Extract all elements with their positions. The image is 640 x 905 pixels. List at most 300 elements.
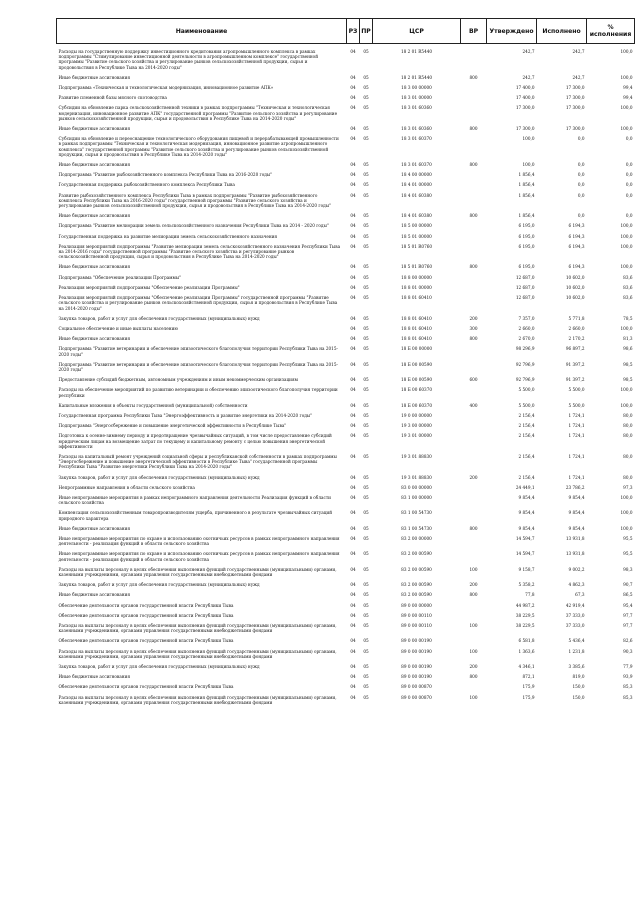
csr-cell: 18 4 01 00000 [401, 182, 432, 188]
executed-cell: 0,0 [577, 213, 585, 219]
pct-cell: 99,4 [623, 95, 633, 101]
csr-cell: 19 3 01 88830 [401, 453, 432, 459]
pr-cell: 05 [363, 49, 369, 54]
approved-cell: 242,7 [522, 74, 535, 80]
executed-cell: 1 724,1 [568, 423, 585, 429]
pr-cell: 05 [363, 402, 369, 408]
rz-cell: 04 [350, 336, 356, 342]
csr-cell: 18 Б 00 60370 [400, 402, 433, 408]
rz-cell: 04 [350, 243, 356, 249]
vr-cell: 800 [469, 264, 478, 270]
name-cell: Подпрограмма "Развитие мелиорации земель сельскохозяйственного назначения Республики Тыва на 2014 - 2020 годы" [58, 223, 329, 229]
approved-cell: 100,0 [522, 136, 535, 142]
executed-cell: 4 862,3 [568, 582, 585, 588]
name-cell: Развитие племенной базы мясного скотоводства [58, 95, 167, 101]
pr-cell: 05 [363, 126, 369, 132]
table-row [57, 505, 635, 520]
vr-cell: 100 [469, 566, 478, 572]
approved-cell: 9 854,4 [518, 510, 535, 516]
pr-cell: 05 [363, 535, 369, 541]
executed-cell: 37 333,0 [565, 612, 585, 618]
csr-cell: 83 1 00 00000 [401, 494, 432, 500]
table-row [57, 679, 635, 689]
col-pr-header: ПР [360, 19, 373, 44]
csr-cell: 18 3 01 60370 [401, 136, 432, 142]
vr-cell: 100 [469, 648, 478, 654]
pr-cell: 05 [363, 192, 369, 198]
name-cell: Иные бюджетные ассигнования [58, 264, 130, 270]
pr-cell: 05 [363, 674, 369, 680]
rz-cell: 04 [350, 213, 356, 219]
vr-cell [461, 679, 487, 689]
approved-cell: 1 856,4 [518, 172, 535, 178]
table-row [57, 80, 635, 90]
name-cell: Предоставление субсидий бюджетным, автономным учреждениям и иным некоммерческим организациям [58, 377, 298, 383]
name-cell: Подпрограмма "Развитие рыбохозяйственного комплекса Республики Тыва на 2016-2020 годы" [58, 172, 273, 178]
name-cell: Государственная программа Республики Тыва "Энергоэффективность и развитие энергетики на 2014-2020 годы" [58, 412, 313, 418]
table-row [57, 618, 635, 633]
table-row [57, 259, 635, 269]
name-cell: Подпрограмма "Развитие ветеринарии и обеспечение эпизоотического благополучия территории Республики Тыва на 2015-2020 годы" [58, 346, 338, 357]
pr-cell: 05 [363, 243, 369, 249]
rz-cell: 04 [350, 412, 356, 418]
table-row [57, 608, 635, 618]
approved-cell: 5 500,0 [518, 387, 535, 393]
col-approved-header: Утверждено [487, 19, 537, 44]
approved-cell: 7 357,0 [518, 315, 535, 321]
rz-cell: 04 [350, 638, 356, 644]
pr-cell: 05 [363, 623, 369, 629]
rz-cell: 04 [350, 85, 356, 91]
approved-cell: 2 156,4 [518, 474, 535, 480]
executed-cell: 150,0 [572, 694, 585, 700]
name-cell: Иные бюджетные ассигнования [58, 525, 130, 531]
approved-cell: 24 449,1 [515, 484, 535, 490]
csr-cell: 83 2 00 00590 [401, 592, 432, 598]
approved-cell: 92 796,9 [515, 377, 535, 383]
pr-cell: 05 [363, 274, 369, 280]
csr-cell: 18 Б 00 60370 [400, 387, 433, 393]
executed-cell: 17 300,0 [565, 126, 585, 132]
csr-cell: 18 2 01 R5440 [400, 74, 433, 80]
approved-cell: 9 854,4 [518, 494, 535, 500]
pr-cell: 05 [363, 74, 369, 80]
table-body [57, 44, 635, 706]
approved-cell: 872,1 [522, 674, 535, 680]
rz-cell: 04 [350, 592, 356, 598]
approved-cell: 175,9 [522, 684, 535, 690]
approved-cell: 242,7 [522, 49, 535, 54]
vr-cell: 800 [469, 674, 478, 680]
name-cell: Подпрограмма "Энергосбережение и повышение энергетической эффективности в Республике Тыва" [58, 423, 287, 429]
table-row [57, 229, 635, 239]
executed-cell: 242,7 [572, 74, 585, 80]
csr-cell: 89 0 00 00870 [401, 684, 432, 690]
executed-cell: 5 500,0 [568, 387, 585, 393]
table-row [57, 598, 635, 608]
vr-cell: 800 [469, 74, 478, 80]
executed-cell: 3 385,6 [568, 664, 585, 670]
rz-cell: 04 [350, 453, 356, 459]
executed-cell: 0,0 [577, 136, 585, 142]
table-row [57, 341, 635, 356]
vr-cell [461, 531, 487, 546]
pct-cell: 90,3 [623, 648, 633, 654]
vr-cell [461, 505, 487, 520]
name-cell: Расходы на государственную поддержку инвестиционного кредитования агропромышленного комплекса в рамках подпрограммы "Стимулирование инвестиционной деятельности в агропромышленном комплексе" государственной программы "Развитие сельского хозяйства и регулирование рынков сельскохозяйственной продукции, сырья и продовольствия в Республике Тыва на 2014-2020 годы" [58, 49, 318, 70]
rz-cell: 04 [350, 535, 356, 541]
pct-cell: 81,3 [623, 336, 633, 342]
csr-cell: 18 4 01 60380 [401, 192, 432, 198]
pct-cell: 100,0 [620, 105, 633, 111]
table-row [57, 188, 635, 209]
executed-cell: 819,0 [572, 674, 585, 680]
col-vr-header: ВР [461, 19, 487, 44]
rz-cell: 04 [350, 315, 356, 321]
pct-cell: 86,5 [623, 592, 633, 598]
col-pct-symbol: % [607, 24, 614, 31]
executed-cell: 17 300,0 [565, 85, 585, 91]
name-cell: Расходы на выплаты персоналу в целях обеспечения выполнения функций государственными (муниципальными) органами, казенными учреждениями, органами управления государственными внебюджетными фондами [58, 566, 337, 577]
rz-cell: 04 [350, 674, 356, 680]
csr-cell: 83 2 00 00590 [401, 551, 432, 557]
approved-cell: 1 363,6 [518, 648, 535, 654]
vr-cell: 800 [469, 336, 478, 342]
rz-cell: 04 [350, 612, 356, 618]
approved-cell: 44 987,2 [515, 602, 535, 608]
pct-cell: 95,4 [623, 602, 633, 608]
vr-cell: 100 [469, 694, 478, 700]
approved-cell: 2 660,0 [518, 325, 535, 331]
name-cell: Закупка товаров, работ и услуг для обеспечения государственных (муниципальных) нужд [58, 315, 260, 321]
approved-cell: 1 856,4 [518, 182, 535, 188]
pct-cell: 85,3 [623, 694, 633, 700]
vr-cell [461, 229, 487, 239]
approved-cell: 12 687,0 [515, 295, 535, 301]
table-row [57, 577, 635, 587]
vr-cell: 100 [469, 623, 478, 629]
table-row [57, 372, 635, 382]
table-row [57, 157, 635, 167]
pr-cell: 05 [363, 510, 369, 516]
vr-cell: 200 [469, 582, 478, 588]
approved-cell: 9 158,7 [518, 566, 535, 572]
vr-cell: 800 [469, 126, 478, 132]
csr-cell: 18 3 01 00000 [401, 95, 432, 101]
executed-cell: 1 724,1 [568, 433, 585, 439]
approved-cell: 38 229,5 [515, 623, 535, 629]
budget-table [56, 18, 635, 705]
pct-cell: 93,9 [623, 674, 633, 680]
csr-cell: 19 3 00 00000 [401, 423, 432, 429]
name-cell: Иные бюджетные ассигнования [58, 592, 130, 598]
executed-cell: 2 170,2 [568, 336, 585, 342]
executed-cell: 10 602,0 [565, 295, 585, 301]
pr-cell: 05 [363, 295, 369, 301]
approved-cell: 17 400,0 [515, 85, 535, 91]
executed-cell: 9 002,2 [568, 566, 585, 572]
pr-cell: 05 [363, 377, 369, 383]
executed-cell: 5 436,4 [568, 638, 585, 644]
csr-cell: 18 3 01 60360 [401, 105, 432, 111]
pr-cell: 05 [363, 387, 369, 393]
name-cell: Иные непрограммные мероприятия по охране и использованию охотничьих ресурсов в рамках непрограммного направления деятельности - реализация функций в области сельского хозяйства [58, 535, 340, 547]
approved-cell: 6 195,0 [518, 264, 535, 270]
vr-cell: 400 [469, 402, 478, 408]
approved-cell: 17 300,0 [515, 126, 535, 132]
approved-cell: 175,9 [522, 694, 535, 700]
table-row [57, 428, 635, 449]
approved-cell: 2 156,4 [518, 453, 535, 459]
pct-cell: 0,0 [625, 136, 633, 142]
approved-cell: 2 156,4 [518, 433, 535, 439]
rz-cell: 04 [350, 582, 356, 588]
pct-cell: 0,0 [625, 172, 633, 178]
name-cell: Расходы на обеспечение мероприятий по развитию ветеринарии и обеспечению эпизоотического благополучия территории республики [58, 387, 338, 398]
name-cell: Закупка товаров, работ и услуг для обеспечения государственных (муниципальных) нужд [58, 582, 260, 588]
approved-cell: 92 796,9 [515, 361, 535, 367]
executed-cell: 10 602,0 [565, 284, 585, 290]
table-row [57, 131, 635, 157]
csr-cell: 18 8 01 60410 [401, 315, 432, 321]
pct-cell: 98,5 [623, 377, 633, 383]
col-rz-header: РЗ [347, 19, 360, 44]
executed-cell: 6 194,3 [568, 264, 585, 270]
name-cell: Обеспечение деятельности органов государственной власти Республики Тыва [58, 638, 234, 644]
executed-cell: 2 660,0 [568, 325, 585, 331]
csr-cell: 19 3 01 88830 [401, 474, 432, 480]
vr-cell [461, 490, 487, 505]
approved-cell: 12 687,0 [515, 274, 535, 280]
name-cell: Закупка товаров, работ и услуг для обеспечения государственных (муниципальных) нужд [58, 474, 260, 480]
pct-cell: 98,3 [623, 566, 633, 572]
rz-cell: 04 [350, 95, 356, 101]
csr-cell: 18 8 00 00000 [401, 274, 432, 280]
approved-cell: 77,8 [525, 592, 535, 598]
approved-cell: 1 856,4 [518, 192, 535, 198]
csr-cell: 18 5 01 00000 [401, 233, 432, 239]
rz-cell: 04 [350, 126, 356, 132]
rz-cell: 04 [350, 105, 356, 111]
csr-cell: 89 0 00 00110 [401, 612, 432, 618]
table-row [57, 690, 635, 705]
pct-cell: 78,5 [623, 315, 633, 321]
rz-cell: 04 [350, 49, 356, 54]
pr-cell: 05 [363, 433, 369, 439]
table-row [57, 382, 635, 397]
vr-cell [461, 90, 487, 100]
rz-cell: 04 [350, 74, 356, 80]
pr-cell: 05 [363, 684, 369, 690]
pct-cell: 82,6 [623, 638, 633, 644]
csr-cell: 18 3 00 00000 [401, 85, 432, 91]
pct-cell: 0,0 [625, 192, 633, 198]
rz-cell: 04 [350, 274, 356, 280]
pct-cell: 95,5 [623, 535, 633, 541]
pr-cell: 05 [363, 638, 369, 644]
rz-cell: 04 [350, 295, 356, 301]
rz-cell: 04 [350, 346, 356, 352]
csr-cell: 83 2 00 00000 [401, 535, 432, 541]
executed-cell: 242,7 [572, 49, 585, 54]
rz-cell: 04 [350, 566, 356, 572]
executed-cell: 23 786,2 [565, 484, 585, 490]
approved-cell: 38 229,5 [515, 612, 535, 618]
name-cell: Иные бюджетные ассигнования [58, 74, 130, 80]
name-cell: Иные непрограммные мероприятия по охране и использованию охотничьих ресурсов в рамках непрограммного направления деятельности - реализация функций в области сельского хозяйства [58, 551, 340, 562]
pct-cell: 80,0 [623, 453, 633, 459]
pr-cell: 05 [363, 484, 369, 490]
approved-cell: 6 195,0 [518, 233, 535, 239]
csr-cell: 18 4 00 00000 [401, 172, 432, 178]
pr-cell: 05 [363, 453, 369, 459]
table-row [57, 218, 635, 228]
rz-cell: 04 [350, 423, 356, 429]
vr-cell [461, 290, 487, 311]
executed-cell: 1 724,1 [568, 474, 585, 480]
table-row [57, 270, 635, 280]
approved-cell: 6 195,0 [518, 243, 535, 249]
csr-cell: 18 8 01 00000 [401, 284, 432, 290]
table-row [57, 70, 635, 80]
executed-cell: 150,0 [572, 684, 585, 690]
table-row [57, 290, 635, 311]
csr-cell: 18 4 01 60380 [401, 213, 432, 219]
approved-cell: 5 500,0 [518, 402, 535, 408]
rz-cell: 04 [350, 325, 356, 331]
rz-cell: 04 [350, 284, 356, 290]
executed-cell: 5 500,0 [568, 402, 585, 408]
rz-cell: 04 [350, 162, 356, 168]
pct-cell: 100,0 [620, 243, 633, 249]
pct-cell: 97,3 [623, 484, 633, 490]
executed-cell: 0,0 [577, 162, 585, 168]
table-row [57, 546, 635, 561]
name-cell: Расходы на выплаты персоналу в целях обеспечения выполнения функций государственными (муниципальными) органами, казенными учреждениями, органами управления государственными внебюджетными фондами [58, 648, 337, 659]
name-cell: Иные бюджетные ассигнования [58, 336, 130, 342]
vr-cell [461, 177, 487, 187]
approved-cell: 14 594,7 [515, 551, 535, 557]
pr-cell: 05 [363, 551, 369, 557]
rz-cell: 04 [350, 510, 356, 516]
rz-cell: 04 [350, 182, 356, 188]
name-cell: Иные бюджетные ассигнования [58, 126, 130, 132]
pct-cell: 100,0 [620, 387, 633, 393]
table-row [57, 398, 635, 408]
rz-cell: 04 [350, 623, 356, 629]
executed-cell: 17 300,0 [565, 105, 585, 111]
executed-cell: 1 231,8 [568, 648, 585, 654]
pr-cell: 05 [363, 346, 369, 352]
rz-cell: 04 [350, 694, 356, 700]
approved-cell: 17 400,0 [515, 95, 535, 101]
csr-cell: 89 0 00 00190 [401, 674, 432, 680]
rz-cell: 04 [350, 474, 356, 480]
pr-cell: 05 [363, 162, 369, 168]
pct-cell: 97,7 [623, 612, 633, 618]
name-cell: Подпрограмма «Техническая и технологическая модернизация, инновационное развитие АПК» [58, 85, 274, 91]
pr-cell: 05 [363, 182, 369, 188]
pr-cell: 05 [363, 284, 369, 290]
vr-cell [461, 546, 487, 561]
rz-cell: 04 [350, 192, 356, 198]
pct-cell: 100,0 [620, 233, 633, 239]
approved-cell: 2 670,0 [518, 336, 535, 342]
csr-cell: 18 2 01 R5440 [400, 49, 433, 54]
pct-cell: 100,0 [620, 510, 633, 516]
rz-cell: 04 [350, 484, 356, 490]
rz-cell: 04 [350, 387, 356, 393]
pct-cell: 80,0 [623, 433, 633, 439]
csr-cell: 18 5 01 R0760 [400, 243, 433, 249]
pr-cell: 05 [363, 172, 369, 178]
pct-cell: 85,3 [623, 684, 633, 690]
pct-cell: 0,0 [625, 213, 633, 219]
pct-cell: 100,0 [620, 49, 633, 54]
pr-cell: 05 [363, 525, 369, 531]
executed-cell: 0,0 [577, 182, 585, 188]
name-cell: Социальное обеспечение и иные выплаты населению [58, 325, 178, 331]
name-cell: Капитальные вложения в объекты государственной (муниципальной) собственности [58, 402, 248, 408]
executed-cell: 1 724,1 [568, 412, 585, 418]
table-row [57, 669, 635, 679]
csr-cell: 83 1 00 54730 [401, 525, 432, 531]
table-row [57, 659, 635, 669]
table-row [57, 321, 635, 331]
vr-cell [461, 418, 487, 428]
pr-cell: 05 [363, 105, 369, 111]
pct-cell: 100,0 [620, 126, 633, 132]
pct-cell: 83,6 [623, 284, 633, 290]
rz-cell: 04 [350, 494, 356, 500]
approved-cell: 12 687,0 [515, 284, 535, 290]
name-cell: Иные бюджетные ассигнования [58, 674, 130, 680]
pr-cell: 05 [363, 664, 369, 670]
pr-cell: 05 [363, 136, 369, 142]
executed-cell: 6 194,3 [568, 233, 585, 239]
vr-cell: 300 [469, 325, 478, 331]
rz-cell: 04 [350, 433, 356, 439]
vr-cell [461, 357, 487, 372]
pr-cell: 05 [363, 582, 369, 588]
approved-cell: 6 195,0 [518, 223, 535, 229]
name-cell: Расходы на выплаты персоналу в целях обеспечения выполнения функций государственными (муниципальными) органами, казенными учреждениями, органами управления государственными внебюджетными фондами [58, 694, 337, 705]
pr-cell: 05 [363, 85, 369, 91]
pct-cell: 100,0 [620, 494, 633, 500]
name-cell: Подпрограмма "Обеспечение реализации Программы" [58, 274, 182, 280]
pct-cell: 77,9 [623, 664, 633, 670]
vr-cell: 800 [469, 162, 478, 168]
vr-cell [461, 608, 487, 618]
name-cell: Субсидии на обновление парка сельскохозяйственной техники в рамках подпрограммы "Техническая и технологическая модернизация, инновационное развитие АПК" государственной программы "Развитие сельского хозяйства и регулирование рынков сельскохозяйственной продукции, сырья и продовольствия в Республике Тыва на 2014-2020 годы" [58, 105, 338, 121]
vr-cell: 800 [469, 525, 478, 531]
name-cell: Иные бюджетные ассигнования [58, 213, 130, 219]
name-cell: Расходы на капитальный ремонт учреждений социальной сферы и республиканской собственности в рамках подпрограммы "Энергосбережение и повышение энергетической эффективности в Республике Тыва" государственной программы Республики Тыва "Развитие энергетики Республики Тыва на 2014-2020 годы" [58, 453, 337, 470]
pct-cell: 98,6 [623, 346, 633, 352]
pct-cell: 0,0 [625, 182, 633, 188]
table-row [57, 633, 635, 643]
rz-cell: 04 [350, 684, 356, 690]
name-cell: Закупка товаров, работ и услуг для обеспечения государственных (муниципальных) нужд [58, 664, 260, 670]
table-row [57, 177, 635, 187]
vr-cell: 800 [469, 592, 478, 598]
csr-cell: 19 0 00 00000 [401, 412, 432, 418]
approved-cell: 4 346,1 [518, 664, 535, 670]
pr-cell: 05 [363, 412, 369, 418]
name-cell: Иные бюджетные ассигнования [58, 162, 130, 168]
executed-cell: 9 854,4 [568, 510, 585, 516]
approved-cell: 2 156,4 [518, 423, 535, 429]
